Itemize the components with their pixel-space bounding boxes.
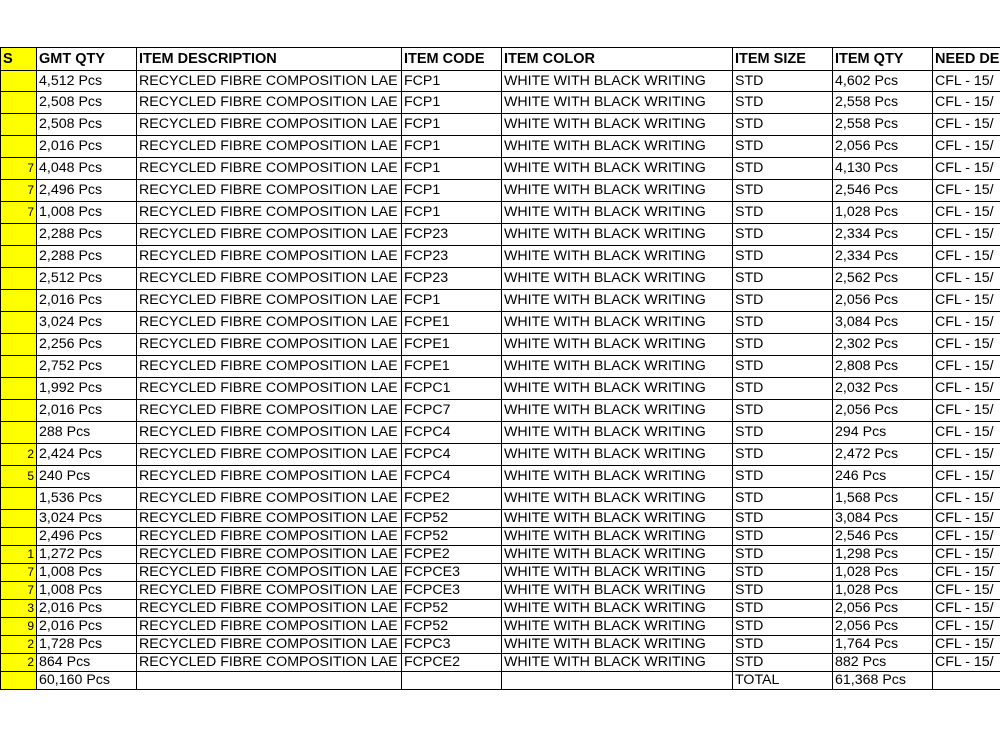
item-qty-cell: 2,558 Pcs xyxy=(833,114,933,136)
item-qty-cell: 2,056 Pcs xyxy=(833,618,933,636)
cell xyxy=(137,672,402,690)
row-marker-text: 1 xyxy=(27,547,34,561)
row-marker xyxy=(1,618,37,636)
item-color-cell: WHITE WITH BLACK WRITING xyxy=(502,92,733,114)
item-size-cell: STD xyxy=(733,466,833,488)
item-code-cell: FCP23 xyxy=(402,224,502,246)
item-size-cell: STD xyxy=(733,268,833,290)
item-code-cell: FCP1 xyxy=(402,202,502,224)
item-code-cell: FCPE2 xyxy=(402,488,502,510)
item-color-cell: WHITE WITH BLACK WRITING xyxy=(502,510,733,528)
item-size-cell: STD xyxy=(733,546,833,564)
item-code-cell: FCPE1 xyxy=(402,312,502,334)
item-size-cell: STD xyxy=(733,510,833,528)
table-row xyxy=(1,510,1000,528)
item-size-cell: STD xyxy=(733,114,833,136)
item-description-cell: RECYCLED FIBRE COMPOSITION LAE xyxy=(137,582,402,600)
item-qty-cell: 4,130 Pcs xyxy=(833,158,933,180)
item-description-cell: RECYCLED FIBRE COMPOSITION LAE xyxy=(137,356,402,378)
gmt-qty-cell: 2,508 Pcs xyxy=(37,114,137,136)
gmt-qty-cell: 1,008 Pcs xyxy=(37,582,137,600)
table-row xyxy=(1,378,1000,400)
item-size-cell: STD xyxy=(733,582,833,600)
need-date-cell: CFL - 15/ xyxy=(933,422,1000,444)
table-row xyxy=(1,246,1000,268)
need-date-cell: CFL - 15/ xyxy=(933,636,1000,654)
item-qty-cell: 2,302 Pcs xyxy=(833,334,933,356)
table-row xyxy=(1,444,1000,466)
item-size-cell: STD xyxy=(733,334,833,356)
need-date-cell: CFL - 15/ xyxy=(933,290,1000,312)
item-size-cell: STD xyxy=(733,564,833,582)
row-marker-text: 7 xyxy=(27,583,34,597)
item-description-cell: RECYCLED FIBRE COMPOSITION LAE xyxy=(137,510,402,528)
item-qty-cell: 1,298 Pcs xyxy=(833,546,933,564)
gmt-qty-cell: 2,288 Pcs xyxy=(37,224,137,246)
gmt-qty-cell: 1,728 Pcs xyxy=(37,636,137,654)
item-qty-cell: 2,056 Pcs xyxy=(833,600,933,618)
item-color-cell: WHITE WITH BLACK WRITING xyxy=(502,334,733,356)
item-code-cell: FCP1 xyxy=(402,180,502,202)
item-size-cell: STD xyxy=(733,290,833,312)
item-qty-cell: 2,056 Pcs xyxy=(833,136,933,158)
item-qty-cell: 2,546 Pcs xyxy=(833,528,933,546)
row-marker xyxy=(1,114,37,136)
item-color-cell: WHITE WITH BLACK WRITING xyxy=(502,180,733,202)
need-date-cell: CFL - 15/ xyxy=(933,510,1000,528)
table-row xyxy=(1,180,1000,202)
item-code-cell: FCP1 xyxy=(402,290,502,312)
row-marker xyxy=(1,444,37,466)
row-marker xyxy=(1,546,37,564)
row-marker xyxy=(1,92,37,114)
item-color-cell: WHITE WITH BLACK WRITING xyxy=(502,636,733,654)
item-code-cell: FCP23 xyxy=(402,246,502,268)
table-row xyxy=(1,546,1000,564)
item-size-cell: STD xyxy=(733,202,833,224)
item-qty-cell: 1,568 Pcs xyxy=(833,488,933,510)
item-code-cell: FCP1 xyxy=(402,158,502,180)
row-marker xyxy=(1,510,37,528)
row-marker xyxy=(1,334,37,356)
item-description-cell: RECYCLED FIBRE COMPOSITION LAE xyxy=(137,246,402,268)
need-date-cell: CFL - 15/ xyxy=(933,180,1000,202)
row-marker-text: 2 xyxy=(27,637,34,651)
row-marker xyxy=(1,636,37,654)
item-color-cell: WHITE WITH BLACK WRITING xyxy=(502,582,733,600)
item-code-cell: FCPC3 xyxy=(402,636,502,654)
column-header: ITEM DESCRIPTION xyxy=(137,48,402,71)
item-size-cell: STD xyxy=(733,158,833,180)
item-size-cell: STD xyxy=(733,422,833,444)
table-row xyxy=(1,356,1000,378)
row-marker-text: 7 xyxy=(27,565,34,579)
total-row xyxy=(1,672,1000,690)
item-description-cell: RECYCLED FIBRE COMPOSITION LAE xyxy=(137,654,402,672)
item-description-cell: RECYCLED FIBRE COMPOSITION LAE xyxy=(137,636,402,654)
item-code-cell: FCPCE3 xyxy=(402,582,502,600)
table-row xyxy=(1,582,1000,600)
gmt-qty-cell: 2,496 Pcs xyxy=(37,528,137,546)
row-marker xyxy=(1,180,37,202)
gmt-qty-cell: 2,016 Pcs xyxy=(37,600,137,618)
need-date-cell: CFL - 15/ xyxy=(933,224,1000,246)
table-row xyxy=(1,400,1000,422)
table-row xyxy=(1,158,1000,180)
item-description-cell: RECYCLED FIBRE COMPOSITION LAE xyxy=(137,618,402,636)
item-color-cell: WHITE WITH BLACK WRITING xyxy=(502,290,733,312)
item-color-cell: WHITE WITH BLACK WRITING xyxy=(502,136,733,158)
row-marker-text: 9 xyxy=(27,619,34,633)
table-row xyxy=(1,600,1000,618)
table-row xyxy=(1,528,1000,546)
item-color-cell: WHITE WITH BLACK WRITING xyxy=(502,466,733,488)
gmt-qty-cell: 1,536 Pcs xyxy=(37,488,137,510)
table-row xyxy=(1,290,1000,312)
item-qty-cell: 2,546 Pcs xyxy=(833,180,933,202)
item-description-cell: RECYCLED FIBRE COMPOSITION LAE xyxy=(137,528,402,546)
gmt-qty-cell: 2,016 Pcs xyxy=(37,618,137,636)
need-date-cell: CFL - 15/ xyxy=(933,114,1000,136)
row-marker-text: 3 xyxy=(27,601,34,615)
cell xyxy=(402,672,502,690)
item-color-cell: WHITE WITH BLACK WRITING xyxy=(502,422,733,444)
item-size-cell: STD xyxy=(733,136,833,158)
column-header: ITEM CODE xyxy=(402,48,502,71)
need-date-cell: CFL - 15/ xyxy=(933,528,1000,546)
item-qty-cell: 882 Pcs xyxy=(833,654,933,672)
need-date-cell: CFL - 15/ xyxy=(933,654,1000,672)
item-code-cell: FCP1 xyxy=(402,136,502,158)
total-label: TOTAL xyxy=(733,672,833,690)
item-size-cell: STD xyxy=(733,224,833,246)
column-header: ITEM COLOR xyxy=(502,48,733,71)
item-color-cell: WHITE WITH BLACK WRITING xyxy=(502,400,733,422)
gmt-qty-cell: 2,016 Pcs xyxy=(37,290,137,312)
item-color-cell: WHITE WITH BLACK WRITING xyxy=(502,618,733,636)
item-description-cell: RECYCLED FIBRE COMPOSITION LAE xyxy=(137,546,402,564)
item-size-cell: STD xyxy=(733,71,833,92)
item-code-cell: FCP52 xyxy=(402,528,502,546)
item-qty-cell: 2,334 Pcs xyxy=(833,224,933,246)
item-color-cell: WHITE WITH BLACK WRITING xyxy=(502,488,733,510)
item-qty-cell: 1,028 Pcs xyxy=(833,564,933,582)
need-date-cell: CFL - 15/ xyxy=(933,488,1000,510)
item-code-cell: FCP1 xyxy=(402,92,502,114)
row-marker xyxy=(1,356,37,378)
table-row xyxy=(1,422,1000,444)
item-color-cell: WHITE WITH BLACK WRITING xyxy=(502,158,733,180)
gmt-qty-cell: 1,008 Pcs xyxy=(37,564,137,582)
row-marker xyxy=(1,312,37,334)
need-date-cell: CFL - 15/ xyxy=(933,246,1000,268)
header-row xyxy=(1,48,1000,71)
row-marker-text: 7 xyxy=(27,183,34,197)
item-code-cell: FCPCE2 xyxy=(402,654,502,672)
row-marker xyxy=(1,564,37,582)
item-description-cell: RECYCLED FIBRE COMPOSITION LAE xyxy=(137,422,402,444)
item-description-cell: RECYCLED FIBRE COMPOSITION LAE xyxy=(137,488,402,510)
item-qty-cell: 1,028 Pcs xyxy=(833,202,933,224)
table-row xyxy=(1,71,1000,92)
row-marker xyxy=(1,71,37,92)
table-row xyxy=(1,654,1000,672)
row-marker xyxy=(1,202,37,224)
need-date-cell: CFL - 15/ xyxy=(933,618,1000,636)
item-color-cell: WHITE WITH BLACK WRITING xyxy=(502,654,733,672)
item-size-cell: STD xyxy=(733,180,833,202)
need-date-cell: CFL - 15/ xyxy=(933,312,1000,334)
item-qty-cell: 2,056 Pcs xyxy=(833,400,933,422)
item-qty-cell: 1,028 Pcs xyxy=(833,582,933,600)
gmt-qty-cell: 2,508 Pcs xyxy=(37,92,137,114)
need-date-cell: CFL - 15/ xyxy=(933,158,1000,180)
need-date-cell: CFL - 15/ xyxy=(933,546,1000,564)
item-description-cell: RECYCLED FIBRE COMPOSITION LAE xyxy=(137,71,402,92)
item-size-cell: STD xyxy=(733,312,833,334)
item-size-cell: STD xyxy=(733,528,833,546)
total-gmt-qty: 60,160 Pcs xyxy=(37,672,137,690)
row-marker xyxy=(1,268,37,290)
item-description-cell: RECYCLED FIBRE COMPOSITION LAE xyxy=(137,114,402,136)
gmt-qty-cell: 3,024 Pcs xyxy=(37,312,137,334)
item-description-cell: RECYCLED FIBRE COMPOSITION LAE xyxy=(137,444,402,466)
table-row xyxy=(1,224,1000,246)
item-color-cell: WHITE WITH BLACK WRITING xyxy=(502,600,733,618)
gmt-qty-cell: 1,008 Pcs xyxy=(37,202,137,224)
item-color-cell: WHITE WITH BLACK WRITING xyxy=(502,114,733,136)
row-marker xyxy=(1,158,37,180)
item-size-cell: STD xyxy=(733,356,833,378)
item-code-cell: FCPCE3 xyxy=(402,564,502,582)
item-qty-cell: 2,808 Pcs xyxy=(833,356,933,378)
item-qty-cell: 2,056 Pcs xyxy=(833,290,933,312)
item-description-cell: RECYCLED FIBRE COMPOSITION LAE xyxy=(137,312,402,334)
row-marker xyxy=(1,600,37,618)
row-marker xyxy=(1,466,37,488)
row-marker xyxy=(1,400,37,422)
item-color-cell: WHITE WITH BLACK WRITING xyxy=(502,312,733,334)
item-size-cell: STD xyxy=(733,618,833,636)
need-date-cell: CFL - 15/ xyxy=(933,268,1000,290)
row-marker xyxy=(1,246,37,268)
column-header: GMT QTY xyxy=(37,48,137,71)
item-description-cell: RECYCLED FIBRE COMPOSITION LAE xyxy=(137,378,402,400)
item-description-cell: RECYCLED FIBRE COMPOSITION LAE xyxy=(137,224,402,246)
table-row xyxy=(1,92,1000,114)
table-row xyxy=(1,334,1000,356)
item-size-cell: STD xyxy=(733,636,833,654)
spreadsheet-view xyxy=(0,47,1000,690)
need-date-cell: CFL - 15/ xyxy=(933,356,1000,378)
row-marker xyxy=(1,422,37,444)
item-color-cell: WHITE WITH BLACK WRITING xyxy=(502,546,733,564)
item-size-cell: STD xyxy=(733,92,833,114)
item-qty-cell: 3,084 Pcs xyxy=(833,312,933,334)
column-header: NEED DE xyxy=(933,48,1000,71)
row-marker xyxy=(1,224,37,246)
item-description-cell: RECYCLED FIBRE COMPOSITION LAE xyxy=(137,268,402,290)
row-marker xyxy=(1,378,37,400)
item-code-cell: FCP52 xyxy=(402,600,502,618)
item-color-cell: WHITE WITH BLACK WRITING xyxy=(502,378,733,400)
column-header: ITEM SIZE xyxy=(733,48,833,71)
item-qty-cell: 246 Pcs xyxy=(833,466,933,488)
item-description-cell: RECYCLED FIBRE COMPOSITION LAE xyxy=(137,600,402,618)
need-date-cell: CFL - 15/ xyxy=(933,92,1000,114)
need-date-cell: CFL - 15/ xyxy=(933,378,1000,400)
gmt-qty-cell: 4,512 Pcs xyxy=(37,71,137,92)
need-date-cell: CFL - 15/ xyxy=(933,71,1000,92)
row-marker xyxy=(1,582,37,600)
cell xyxy=(502,672,733,690)
need-date-cell: CFL - 15/ xyxy=(933,600,1000,618)
table-row xyxy=(1,268,1000,290)
item-code-cell: FCPC4 xyxy=(402,422,502,444)
gmt-qty-cell: 1,272 Pcs xyxy=(37,546,137,564)
item-code-cell: FCPE1 xyxy=(402,356,502,378)
item-description-cell: RECYCLED FIBRE COMPOSITION LAE xyxy=(137,136,402,158)
table-row xyxy=(1,564,1000,582)
item-code-cell: FCP1 xyxy=(402,114,502,136)
gmt-qty-cell: 2,512 Pcs xyxy=(37,268,137,290)
row-marker-text: 7 xyxy=(27,205,34,219)
need-date-cell: CFL - 15/ xyxy=(933,466,1000,488)
item-description-cell: RECYCLED FIBRE COMPOSITION LAE xyxy=(137,180,402,202)
gmt-qty-cell: 2,016 Pcs xyxy=(37,400,137,422)
item-qty-cell: 3,084 Pcs xyxy=(833,510,933,528)
item-size-cell: STD xyxy=(733,488,833,510)
item-description-cell: RECYCLED FIBRE COMPOSITION LAE xyxy=(137,334,402,356)
gmt-qty-cell: 2,288 Pcs xyxy=(37,246,137,268)
need-date-cell: CFL - 15/ xyxy=(933,444,1000,466)
items-table xyxy=(0,47,1000,690)
item-code-cell: FCP1 xyxy=(402,71,502,92)
table-row xyxy=(1,618,1000,636)
item-description-cell: RECYCLED FIBRE COMPOSITION LAE xyxy=(137,202,402,224)
total-item-qty: 61,368 Pcs xyxy=(833,672,933,690)
item-description-cell: RECYCLED FIBRE COMPOSITION LAE xyxy=(137,290,402,312)
item-code-cell: FCPE1 xyxy=(402,334,502,356)
item-qty-cell: 2,472 Pcs xyxy=(833,444,933,466)
item-color-cell: WHITE WITH BLACK WRITING xyxy=(502,246,733,268)
need-date-cell: CFL - 15/ xyxy=(933,564,1000,582)
column-header: S xyxy=(1,48,37,71)
gmt-qty-cell: 2,496 Pcs xyxy=(37,180,137,202)
gmt-qty-cell: 288 Pcs xyxy=(37,422,137,444)
row-marker xyxy=(1,290,37,312)
item-code-cell: FCPC7 xyxy=(402,400,502,422)
item-description-cell: RECYCLED FIBRE COMPOSITION LAE xyxy=(137,564,402,582)
table-row xyxy=(1,466,1000,488)
item-description-cell: RECYCLED FIBRE COMPOSITION LAE xyxy=(137,158,402,180)
cell xyxy=(1,672,37,690)
table-row xyxy=(1,136,1000,158)
column-header: ITEM QTY xyxy=(833,48,933,71)
item-size-cell: STD xyxy=(733,600,833,618)
item-code-cell: FCPC4 xyxy=(402,466,502,488)
item-size-cell: STD xyxy=(733,246,833,268)
item-color-cell: WHITE WITH BLACK WRITING xyxy=(502,268,733,290)
row-marker-text: 2 xyxy=(27,655,34,669)
item-color-cell: WHITE WITH BLACK WRITING xyxy=(502,71,733,92)
item-code-cell: FCPC1 xyxy=(402,378,502,400)
table-row xyxy=(1,636,1000,654)
item-color-cell: WHITE WITH BLACK WRITING xyxy=(502,224,733,246)
cell xyxy=(933,672,1000,690)
gmt-qty-cell: 1,992 Pcs xyxy=(37,378,137,400)
gmt-qty-cell: 4,048 Pcs xyxy=(37,158,137,180)
row-marker xyxy=(1,488,37,510)
item-color-cell: WHITE WITH BLACK WRITING xyxy=(502,444,733,466)
need-date-cell: CFL - 15/ xyxy=(933,582,1000,600)
table-row xyxy=(1,202,1000,224)
item-qty-cell: 1,764 Pcs xyxy=(833,636,933,654)
item-size-cell: STD xyxy=(733,444,833,466)
item-description-cell: RECYCLED FIBRE COMPOSITION LAE xyxy=(137,92,402,114)
table-row xyxy=(1,114,1000,136)
item-code-cell: FCP23 xyxy=(402,268,502,290)
gmt-qty-cell: 2,016 Pcs xyxy=(37,136,137,158)
item-size-cell: STD xyxy=(733,400,833,422)
item-color-cell: WHITE WITH BLACK WRITING xyxy=(502,202,733,224)
row-marker xyxy=(1,528,37,546)
item-code-cell: FCPC4 xyxy=(402,444,502,466)
item-color-cell: WHITE WITH BLACK WRITING xyxy=(502,528,733,546)
item-qty-cell: 2,558 Pcs xyxy=(833,92,933,114)
row-marker-text: 2 xyxy=(27,447,34,461)
need-date-cell: CFL - 15/ xyxy=(933,400,1000,422)
need-date-cell: CFL - 15/ xyxy=(933,136,1000,158)
item-description-cell: RECYCLED FIBRE COMPOSITION LAE xyxy=(137,466,402,488)
gmt-qty-cell: 2,424 Pcs xyxy=(37,444,137,466)
row-marker xyxy=(1,654,37,672)
gmt-qty-cell: 3,024 Pcs xyxy=(37,510,137,528)
gmt-qty-cell: 2,256 Pcs xyxy=(37,334,137,356)
table-row xyxy=(1,488,1000,510)
gmt-qty-cell: 864 Pcs xyxy=(37,654,137,672)
table-row xyxy=(1,312,1000,334)
item-description-cell: RECYCLED FIBRE COMPOSITION LAE xyxy=(137,400,402,422)
gmt-qty-cell: 240 Pcs xyxy=(37,466,137,488)
item-size-cell: STD xyxy=(733,654,833,672)
item-qty-cell: 294 Pcs xyxy=(833,422,933,444)
item-qty-cell: 2,032 Pcs xyxy=(833,378,933,400)
item-qty-cell: 2,334 Pcs xyxy=(833,246,933,268)
need-date-cell: CFL - 15/ xyxy=(933,202,1000,224)
item-color-cell: WHITE WITH BLACK WRITING xyxy=(502,356,733,378)
need-date-cell: CFL - 15/ xyxy=(933,334,1000,356)
item-qty-cell: 4,602 Pcs xyxy=(833,71,933,92)
item-code-cell: FCP52 xyxy=(402,510,502,528)
item-qty-cell: 2,562 Pcs xyxy=(833,268,933,290)
item-color-cell: WHITE WITH BLACK WRITING xyxy=(502,564,733,582)
item-code-cell: FCP52 xyxy=(402,618,502,636)
item-size-cell: STD xyxy=(733,378,833,400)
item-code-cell: FCPE2 xyxy=(402,546,502,564)
row-marker xyxy=(1,136,37,158)
row-marker-text: 7 xyxy=(27,161,34,175)
gmt-qty-cell: 2,752 Pcs xyxy=(37,356,137,378)
row-marker-text: 5 xyxy=(27,469,34,483)
